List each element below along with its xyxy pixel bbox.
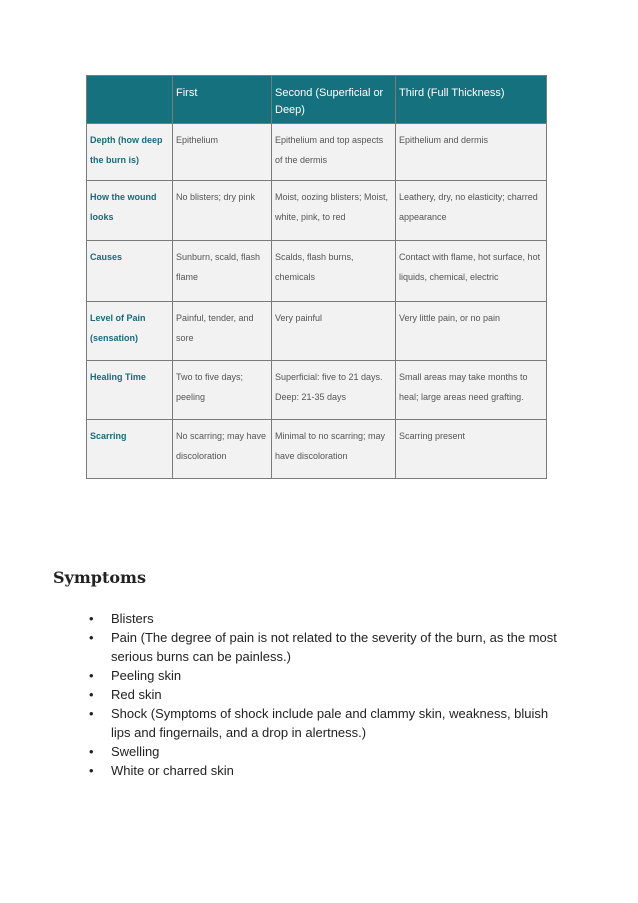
table-cell: Superficial: five to 21 days. Deep: 21-35 days <box>272 361 396 420</box>
table-cell: Painful, tender, and sore <box>173 302 272 361</box>
list-item-text: Blisters <box>111 611 154 626</box>
table-cell: Scalds, flash burns, chemicals <box>272 241 396 302</box>
list-item <box>89 666 561 685</box>
table-row <box>87 124 547 181</box>
list-item-text: Pain (The degree of pain is not related to the severity of the burn, as the most serious burns can be painless.) <box>111 630 557 664</box>
row-label-pain: Level of Pain (sensation) <box>87 302 173 361</box>
list-item <box>89 742 561 761</box>
table-cell: Leathery, dry, no elasticity; charred appearance <box>396 181 547 241</box>
row-label-scarring: Scarring <box>87 420 173 479</box>
table-cell: No blisters; dry pink <box>173 181 272 241</box>
table-cell: Small areas may take months to heal; large areas need grafting. <box>396 361 547 420</box>
header-corner-cell <box>87 76 173 124</box>
table-cell: Moist, oozing blisters; Moist, white, pink, to red <box>272 181 396 241</box>
bullet-icon: • <box>89 687 94 702</box>
list-item <box>89 628 561 666</box>
table-cell: Contact with flame, hot surface, hot liquids, chemical, electric <box>396 241 547 302</box>
table-cell: Epithelium <box>173 124 272 181</box>
table-cell: Minimal to no scarring; may have discoloration <box>272 420 396 479</box>
bullet-icon: • <box>89 630 94 645</box>
table-row <box>87 181 547 241</box>
table-row <box>87 241 547 302</box>
header-first: First <box>173 76 272 124</box>
table-cell: Two to five days; peeling <box>173 361 272 420</box>
table-header-row <box>87 76 547 124</box>
bullet-icon: • <box>89 706 94 721</box>
list-item-text: Peeling skin <box>111 668 182 683</box>
table-cell: Very little pain, or no pain <box>396 302 547 361</box>
list-item <box>89 609 561 628</box>
list-item-text: White or charred skin <box>111 763 234 778</box>
list-item <box>89 761 561 780</box>
list-item <box>89 685 561 704</box>
bullet-icon: • <box>89 611 94 626</box>
bullet-icon: • <box>89 668 94 683</box>
table-cell: Epithelium and dermis <box>396 124 547 181</box>
table-row <box>87 361 547 420</box>
table-cell: Scarring present <box>396 420 547 479</box>
bullet-icon: • <box>89 744 94 759</box>
list-item <box>89 704 561 742</box>
table-cell: No scarring; may have discoloration <box>173 420 272 479</box>
symptoms-list <box>89 609 561 780</box>
symptoms-heading: Symptoms <box>53 568 146 587</box>
burn-degrees-table <box>86 75 547 479</box>
row-label-healing: Healing Time <box>87 361 173 420</box>
bullet-icon: • <box>89 763 94 778</box>
list-item-text: Swelling <box>111 744 160 759</box>
header-third: Third (Full Thickness) <box>396 76 547 124</box>
row-label-depth: Depth (how deep the burn is) <box>87 124 173 181</box>
table-cell: Epithelium and top aspects of the dermis <box>272 124 396 181</box>
row-label-appearance: How the wound looks <box>87 181 173 241</box>
list-item-text: Red skin <box>111 687 162 702</box>
table-cell: Sunburn, scald, flash flame <box>173 241 272 302</box>
list-item-text: Shock (Symptoms of shock include pale and clammy skin, weakness, bluish lips and fingernails, and a drop in alertness.) <box>111 706 549 740</box>
table-row <box>87 420 547 479</box>
row-label-causes: Causes <box>87 241 173 302</box>
header-second: Second (Superficial or Deep) <box>272 76 396 124</box>
table-row <box>87 302 547 361</box>
table-cell: Very painful <box>272 302 396 361</box>
